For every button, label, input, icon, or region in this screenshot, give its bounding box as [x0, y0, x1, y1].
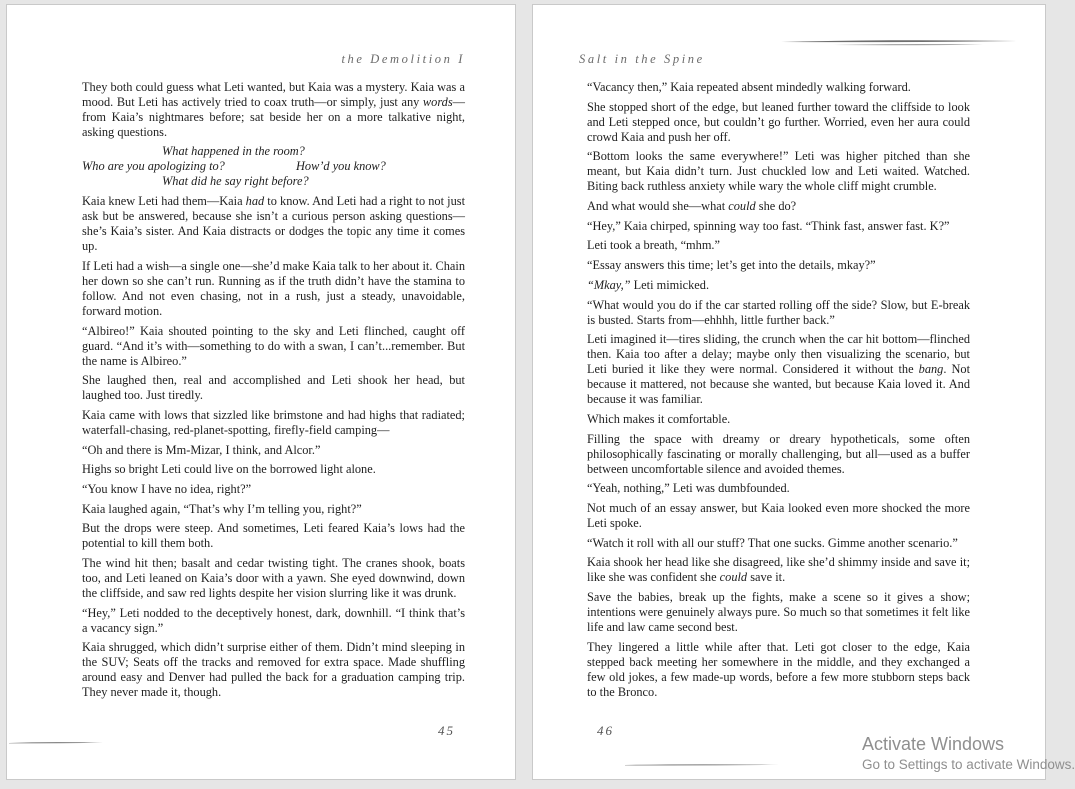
activate-windows-watermark: [862, 733, 1075, 774]
paragraph: [82, 194, 465, 254]
text-run: to know. And Leti had a right to not just ask but be answered, because she isn’t a curious person asking questions— she’s Kaia’s sister. And Kaia distracts or dodges the topic any time it comes up.: [82, 194, 465, 254]
paragraph: [82, 373, 465, 403]
text-run: Kaia shook her head like she disagreed, like she’d shimmy inside and save it; like she was confident she: [587, 555, 970, 585]
text-run: “Albireo!” Kaia shouted pointing to the sky and Leti flinched, caught off guard. “And it’s with—something to do with a swan, I can’t...remember. But the name is Albireo.”: [82, 323, 465, 368]
text-run: “Vacancy then,” Kaia repeated absent mindedly walking forward.: [587, 80, 911, 94]
text-run: She stopped short of the edge, but leaned further toward the cliffside to look and Leti stepped once, but couldn’t go further. Worried, even her aura could crowd Kaia and push her off.: [587, 99, 970, 144]
paragraph: [587, 590, 970, 635]
paragraph: [82, 80, 465, 140]
left-page: [6, 4, 516, 780]
paragraph: [587, 258, 970, 273]
italic-run: bang: [918, 362, 944, 377]
text-run: —from Kaia’s nightmares before; sat beside her on a more talkative night, asking questions.: [82, 95, 465, 139]
page-rule-ornament-right: [623, 762, 783, 768]
paragraph: [82, 324, 465, 369]
text-run: “What would you do if the car started rolling off the side? Slow, but E-break is busted. Starts from—ehhhh, little further back.”: [587, 297, 970, 327]
paragraph: [82, 556, 465, 601]
text-run: Leti mimicked.: [630, 277, 710, 292]
page-number-right: 46: [597, 723, 614, 738]
text-run: Save the babies, break up the fights, make a scene so it gives a show; intentions were genuinely always pure. So much so that sometimes it felt like life and law came second best.: [587, 590, 970, 634]
paragraph: [82, 640, 465, 700]
text-run: But the drops were steep. And sometimes, Leti feared Kaia’s lows had the potential to kill them both.: [82, 521, 465, 551]
text-run: Not much of an essay answer, but Kaia looked even more shocked the more Leti spoke.: [587, 500, 970, 530]
paragraph: [587, 481, 970, 496]
text-run: They both could guess what Leti wanted, but Kaia was a mystery. Kaia was a mood. But Leti has actively tried to coax truth—or simply, just any: [82, 80, 465, 109]
header-swash-ornament: [773, 36, 1023, 48]
paragraph: [587, 332, 970, 407]
paragraph: [82, 521, 465, 551]
paragraph: [587, 640, 970, 700]
text-run: They lingered a little while after that. Leti got closer to the edge, Kaia stepped back meeting her somewhere in the middle, and they exchanged a few old jokes, a few made-up words, before a few more stubborn steps back to the Bronco.: [587, 639, 970, 699]
paragraph: [587, 278, 970, 293]
text-run: Kaia shrugged, which didn’t surprise either of them. Didn’t mind sleeping in the SUV; Seats off the tracks and removed for extra space. Made shuffling around easy and Denver had pulled the back for a graduation camping trip. They never made it, though.: [82, 640, 465, 700]
italic-run: had: [245, 194, 265, 209]
page-number-left: 45: [438, 723, 455, 738]
left-page-body: [82, 80, 465, 705]
paragraph: [587, 432, 970, 477]
paragraph: [82, 482, 465, 497]
paragraph: [587, 298, 970, 328]
text-run: Highs so bright Leti could live on the borrowed light alone.: [82, 462, 376, 477]
running-header-right: Salt in the Spine: [579, 52, 705, 66]
paragraph: [587, 80, 970, 95]
paragraph: [587, 555, 970, 585]
question-left: Who are you apologizing to?: [82, 158, 225, 173]
question-top: What happened in the room?: [162, 143, 305, 158]
paragraph: [82, 443, 465, 458]
text-run: Which makes it comfortable.: [587, 411, 731, 426]
text-run: If Leti had a wish—a single one—she’d make Kaia talk to her about it. Chain her down so she can’t run. Running as if the truth didn’t have the stamina to follow. And not even chasing, not in a rush, just a steady, unavoidable, forward motion.: [82, 258, 465, 318]
italic-run: words: [422, 95, 453, 109]
text-run: Leti took a breath, “mhm.”: [587, 238, 720, 253]
text-run: “Hey,” Kaia chirped, spinning way too fast. “Think fast, answer fast. K?”: [587, 218, 950, 233]
paragraph: [82, 606, 465, 636]
text-run: And what would she—what: [587, 199, 729, 214]
paragraph: [587, 149, 970, 194]
italic-run: could: [719, 570, 748, 585]
text-run: “Oh and there is Mm-Mizar, I think, and Alcor.”: [82, 442, 321, 457]
paragraph: [82, 462, 465, 477]
paragraph: [587, 219, 970, 234]
question-bottom: What did he say right before?: [162, 173, 309, 188]
paragraph: [587, 412, 970, 427]
text-run: “Bottom looks the same everywhere!” Leti was higher pitched than she meant, but Kaia didn’t turn. Just chuckled low and Leti waited. Watched. Biting back ruthless anxiety while wary the whole cliff might crumble.: [587, 149, 970, 194]
text-run: Kaia knew Leti had them—Kaia: [82, 194, 246, 209]
paragraph: [82, 502, 465, 517]
text-run: “Essay answers this time; let’s get into the details, mkay?”: [587, 258, 876, 273]
text-run: . Not because it mattered, not because she wanted, but because Kaia loved it. And because it was familiar.: [587, 362, 971, 407]
text-run: “Yeah, nothing,” Leti was dumbfounded.: [587, 481, 790, 496]
running-header-left: the Demolition I: [341, 52, 465, 66]
page-rule-ornament-left: [7, 740, 117, 746]
right-page: [532, 4, 1046, 780]
paragraph: [587, 536, 970, 551]
question-block: [82, 145, 465, 190]
paragraph: [82, 408, 465, 438]
text-run: Leti imagined it—tires sliding, the crunch when the car hit bottom—flinched then. Kaia too after a delay; maybe only then visualizing the scenario, but Leti buried it like they were normal. Considered it without the: [587, 332, 970, 377]
text-run: Kaia came with lows that sizzled like brimstone and had highs that radiated; waterfall-chasing, red-planet-spotting, firefly-field camping—: [82, 407, 465, 437]
text-run: She laughed then, real and accomplished and Leti shook her head, but laughed too. Just tiredly.: [82, 373, 465, 403]
paragraph: [82, 259, 465, 319]
text-run: “You know I have no idea, right?”: [82, 482, 252, 496]
text-run: “Watch it roll with all our stuff? That one sucks. Gimme another scenario.”: [587, 535, 958, 550]
text-run: she do?: [755, 199, 797, 214]
italic-run: “Mkay,”: [587, 277, 631, 292]
paragraph: [587, 238, 970, 253]
text-run: Filling the space with dreamy or dreary hypotheticals, some often philosophically fascinating or morally challenging, but all—used as a buffer between uncomfortable silence and avoided themes.: [587, 431, 970, 476]
right-page-body: [587, 80, 970, 704]
paragraph: [587, 100, 970, 145]
italic-run: could: [728, 199, 756, 214]
text-run: “Hey,” Leti nodded to the deceptively honest, dark, downhill. “I think that’s a vacancy sign.”: [82, 605, 465, 635]
question-right: How’d you know?: [296, 158, 386, 173]
watermark-title: Activate Windows: [862, 734, 1005, 754]
text-run: save it.: [747, 570, 786, 585]
text-run: The wind hit then; basalt and cedar twisting tight. The cranes shook, boats too, and Leti leaned on Kaia’s door with a yawn. She eyed downwind, down the cliffside, and saw red lights despite her vision slurring like it was drunk.: [82, 556, 465, 601]
paragraph: [587, 199, 970, 214]
watermark-subtitle: Go to Settings to activate Windows.: [862, 757, 1075, 772]
paragraph: [587, 501, 970, 531]
text-run: Kaia laughed again, “That’s why I’m telling you, right?”: [82, 501, 362, 516]
